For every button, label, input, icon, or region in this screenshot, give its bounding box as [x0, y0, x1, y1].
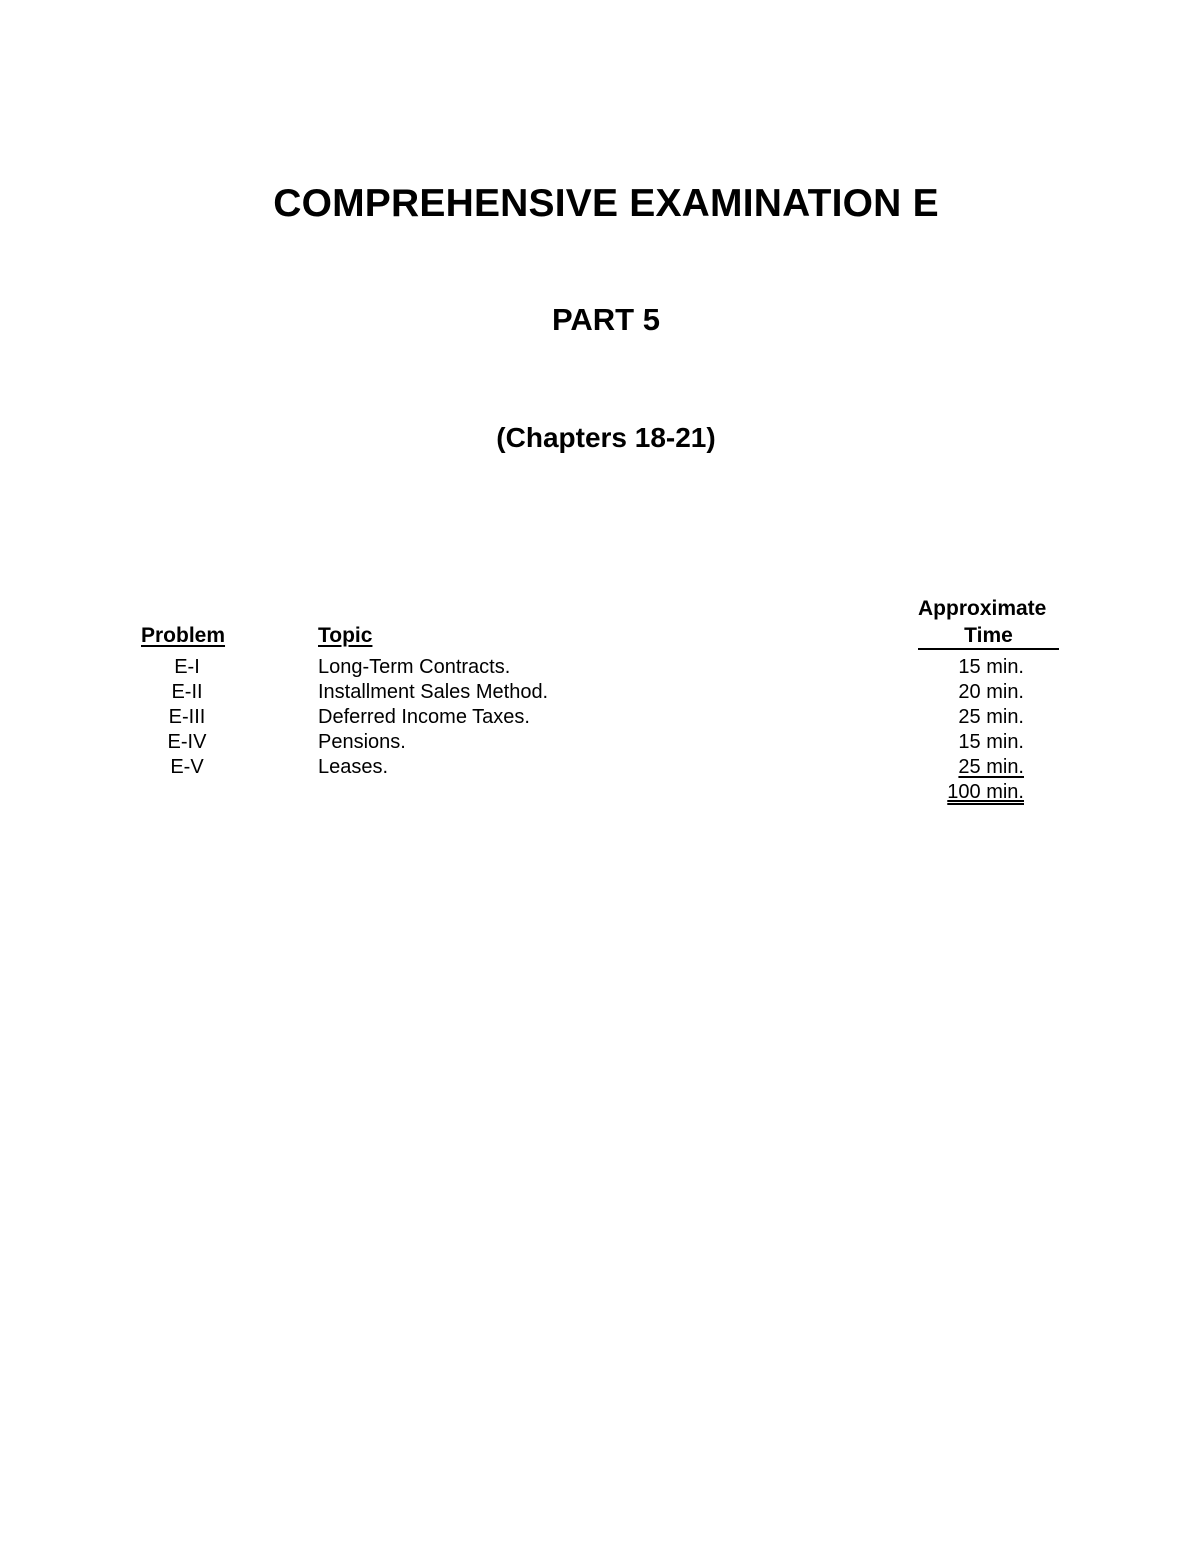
problem-time: 25 min.	[958, 706, 1024, 728]
table-row	[0, 681, 1200, 706]
problem-id: E-III	[168, 706, 206, 728]
header-problem: Problem	[141, 624, 226, 647]
problem-time: 15 min.	[958, 656, 1024, 678]
problem-id: E-IV	[167, 731, 207, 753]
problem-id: E-II	[171, 681, 203, 703]
problem-topic: Long-Term Contracts.	[318, 656, 511, 678]
problem-id: E-I	[174, 656, 200, 678]
header-topic: Topic	[318, 624, 373, 647]
problem-topic: Deferred Income Taxes.	[318, 706, 530, 728]
table-row	[0, 756, 1200, 781]
problem-time: 20 min.	[958, 681, 1024, 703]
table-row	[0, 656, 1200, 681]
document-title: COMPREHENSIVE EXAMINATION E	[273, 182, 939, 225]
problem-topic: Installment Sales Method.	[318, 681, 549, 703]
problem-time: 15 min.	[958, 731, 1024, 753]
header-time-line2: Time	[964, 624, 1013, 647]
problem-topic: Pensions.	[318, 731, 406, 753]
table-row	[0, 731, 1200, 756]
part-heading: PART 5	[552, 302, 660, 337]
header-time-rule	[918, 648, 1059, 650]
header-time-line1: Approximate	[918, 597, 1047, 620]
total-time: 100 min.	[947, 781, 1024, 803]
chapters-heading: (Chapters 18-21)	[496, 422, 716, 453]
problem-topic: Leases.	[318, 756, 389, 778]
problem-time: 25 min.	[958, 756, 1024, 778]
problem-id: E-V	[170, 756, 204, 778]
table-row	[0, 706, 1200, 731]
